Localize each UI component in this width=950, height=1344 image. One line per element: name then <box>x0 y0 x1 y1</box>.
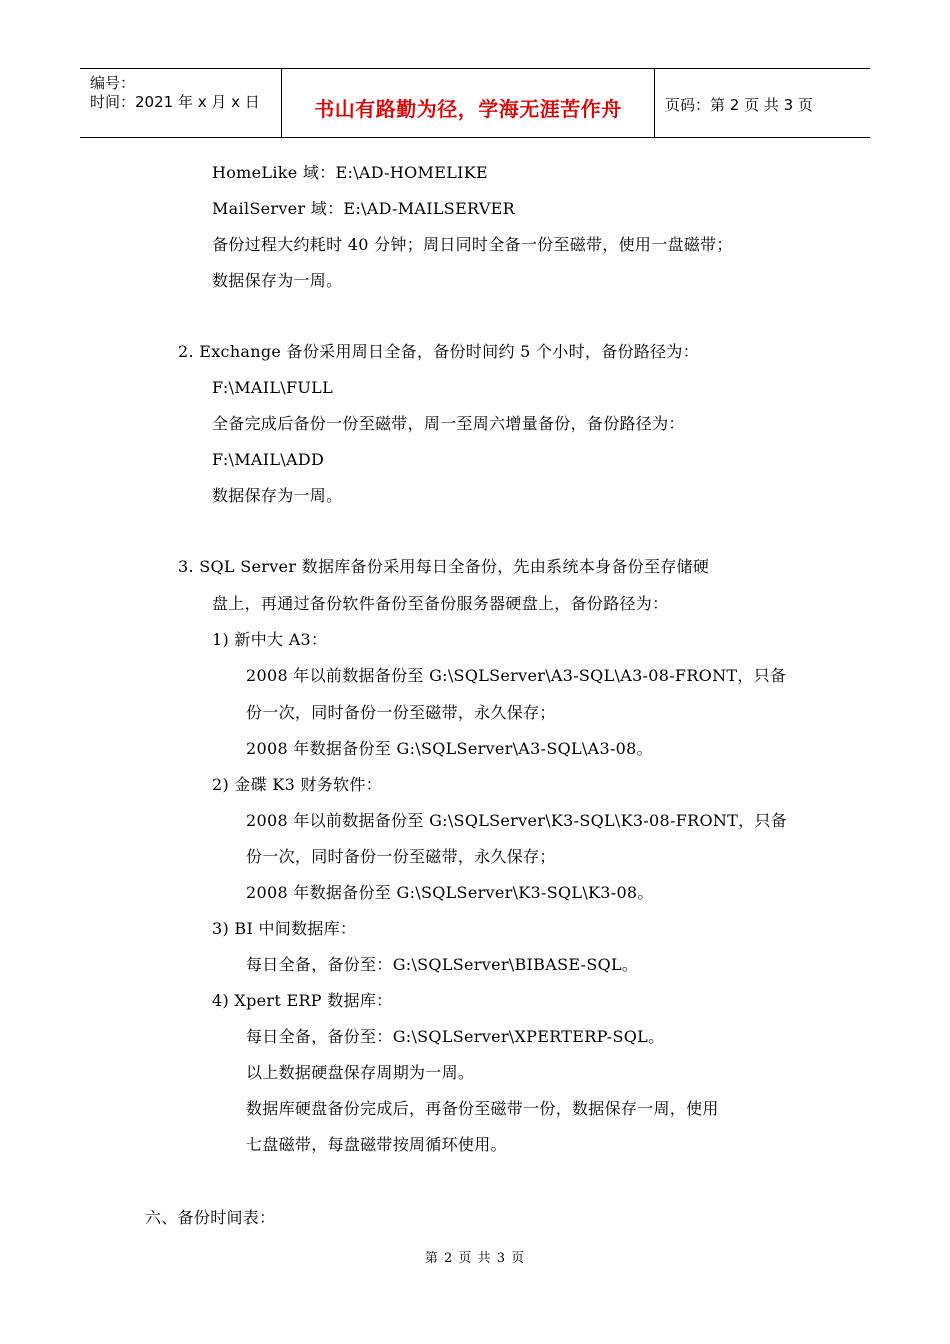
body-line: 份一次，同时备份一份至磁带，永久保存； <box>246 847 556 866</box>
header-meta <box>80 69 280 137</box>
body-line: HomeLike 域：E:\AD-HOMELIKE <box>212 163 488 182</box>
header-motto: 书山有路勤为径，学海无涯苦作舟 <box>314 97 622 121</box>
header-page-info: 页码：第 2 页 共 3 页 <box>665 96 813 114</box>
body-line: 每日全备，备份至：G:\SQLServer\BIBASE-SQL。 <box>246 955 639 974</box>
body-line: 以上数据硬盘保存周期为一周。 <box>246 1063 475 1082</box>
body-line: 2008 年数据备份至 G:\SQLServer\K3-SQL\K3-08。 <box>246 883 654 902</box>
body-line: 数据保存为一周。 <box>212 486 343 505</box>
document-date: 时间：2021 年 x 月 x 日 <box>90 93 260 111</box>
body-line: 数据保存为一周。 <box>212 271 343 290</box>
body-line: 全备完成后备份一份至磁带，周一至周六增量备份，备份路径为： <box>212 414 685 433</box>
sub-item-k3: 2) 金碟 K3 财务软件： <box>212 775 383 794</box>
document-number-label: 编号： <box>90 74 136 92</box>
body-line: F:\MAIL\ADD <box>212 450 325 469</box>
body-line: F:\MAIL\FULL <box>212 378 334 397</box>
header-page-cell <box>655 69 870 137</box>
sub-item-a3: 1) 新中大 A3： <box>212 630 328 649</box>
body-line: MailServer 域：E:\AD-MAILSERVER <box>212 199 516 218</box>
list-item-sql-server: 3. SQL Server 数据库备份采用每日全备份，先由系统本身备份至存储硬 <box>178 557 710 576</box>
body-line: 2008 年以前数据备份至 G:\SQLServer\K3-SQL\K3-08-FRONT，只备 <box>246 811 788 830</box>
body-line: 备份过程大约耗时 40 分钟；周日同时全备一份至磁带，使用一盘磁带； <box>212 235 733 254</box>
list-item-exchange: 2. Exchange 备份采用周日全备，备份时间约 5 个小时，备份路径为： <box>178 342 700 361</box>
body-line: 2008 年数据备份至 G:\SQLServer\A3-SQL\A3-08。 <box>246 739 653 758</box>
header-motto-cell <box>281 69 655 137</box>
page-header <box>80 68 870 138</box>
body-line: 数据库硬盘备份完成后，再备份至磁带一份，数据保存一周，使用 <box>246 1099 719 1118</box>
sub-item-xpert-erp: 4) Xpert ERP 数据库： <box>212 991 393 1010</box>
sub-item-bi: 3) BI 中间数据库： <box>212 919 357 938</box>
body-line: 七盘磁带，每盘磁带按周循环使用。 <box>246 1135 507 1154</box>
section-heading-backup-schedule: 六、备份时间表： <box>145 1208 276 1227</box>
body-line: 2008 年以前数据备份至 G:\SQLServer\A3-SQL\A3-08-FRONT，只备 <box>246 666 787 685</box>
body-line: 份一次，同时备份一份至磁带，永久保存； <box>246 703 556 722</box>
body-line: 每日全备，备份至：G:\SQLServer\XPERTERP-SQL。 <box>246 1027 665 1046</box>
body-line: 盘上，再通过备份软件备份至备份服务器硬盘上，备份路径为： <box>212 594 669 613</box>
page-footer: 第 2 页 共 3 页 <box>424 1251 526 1266</box>
